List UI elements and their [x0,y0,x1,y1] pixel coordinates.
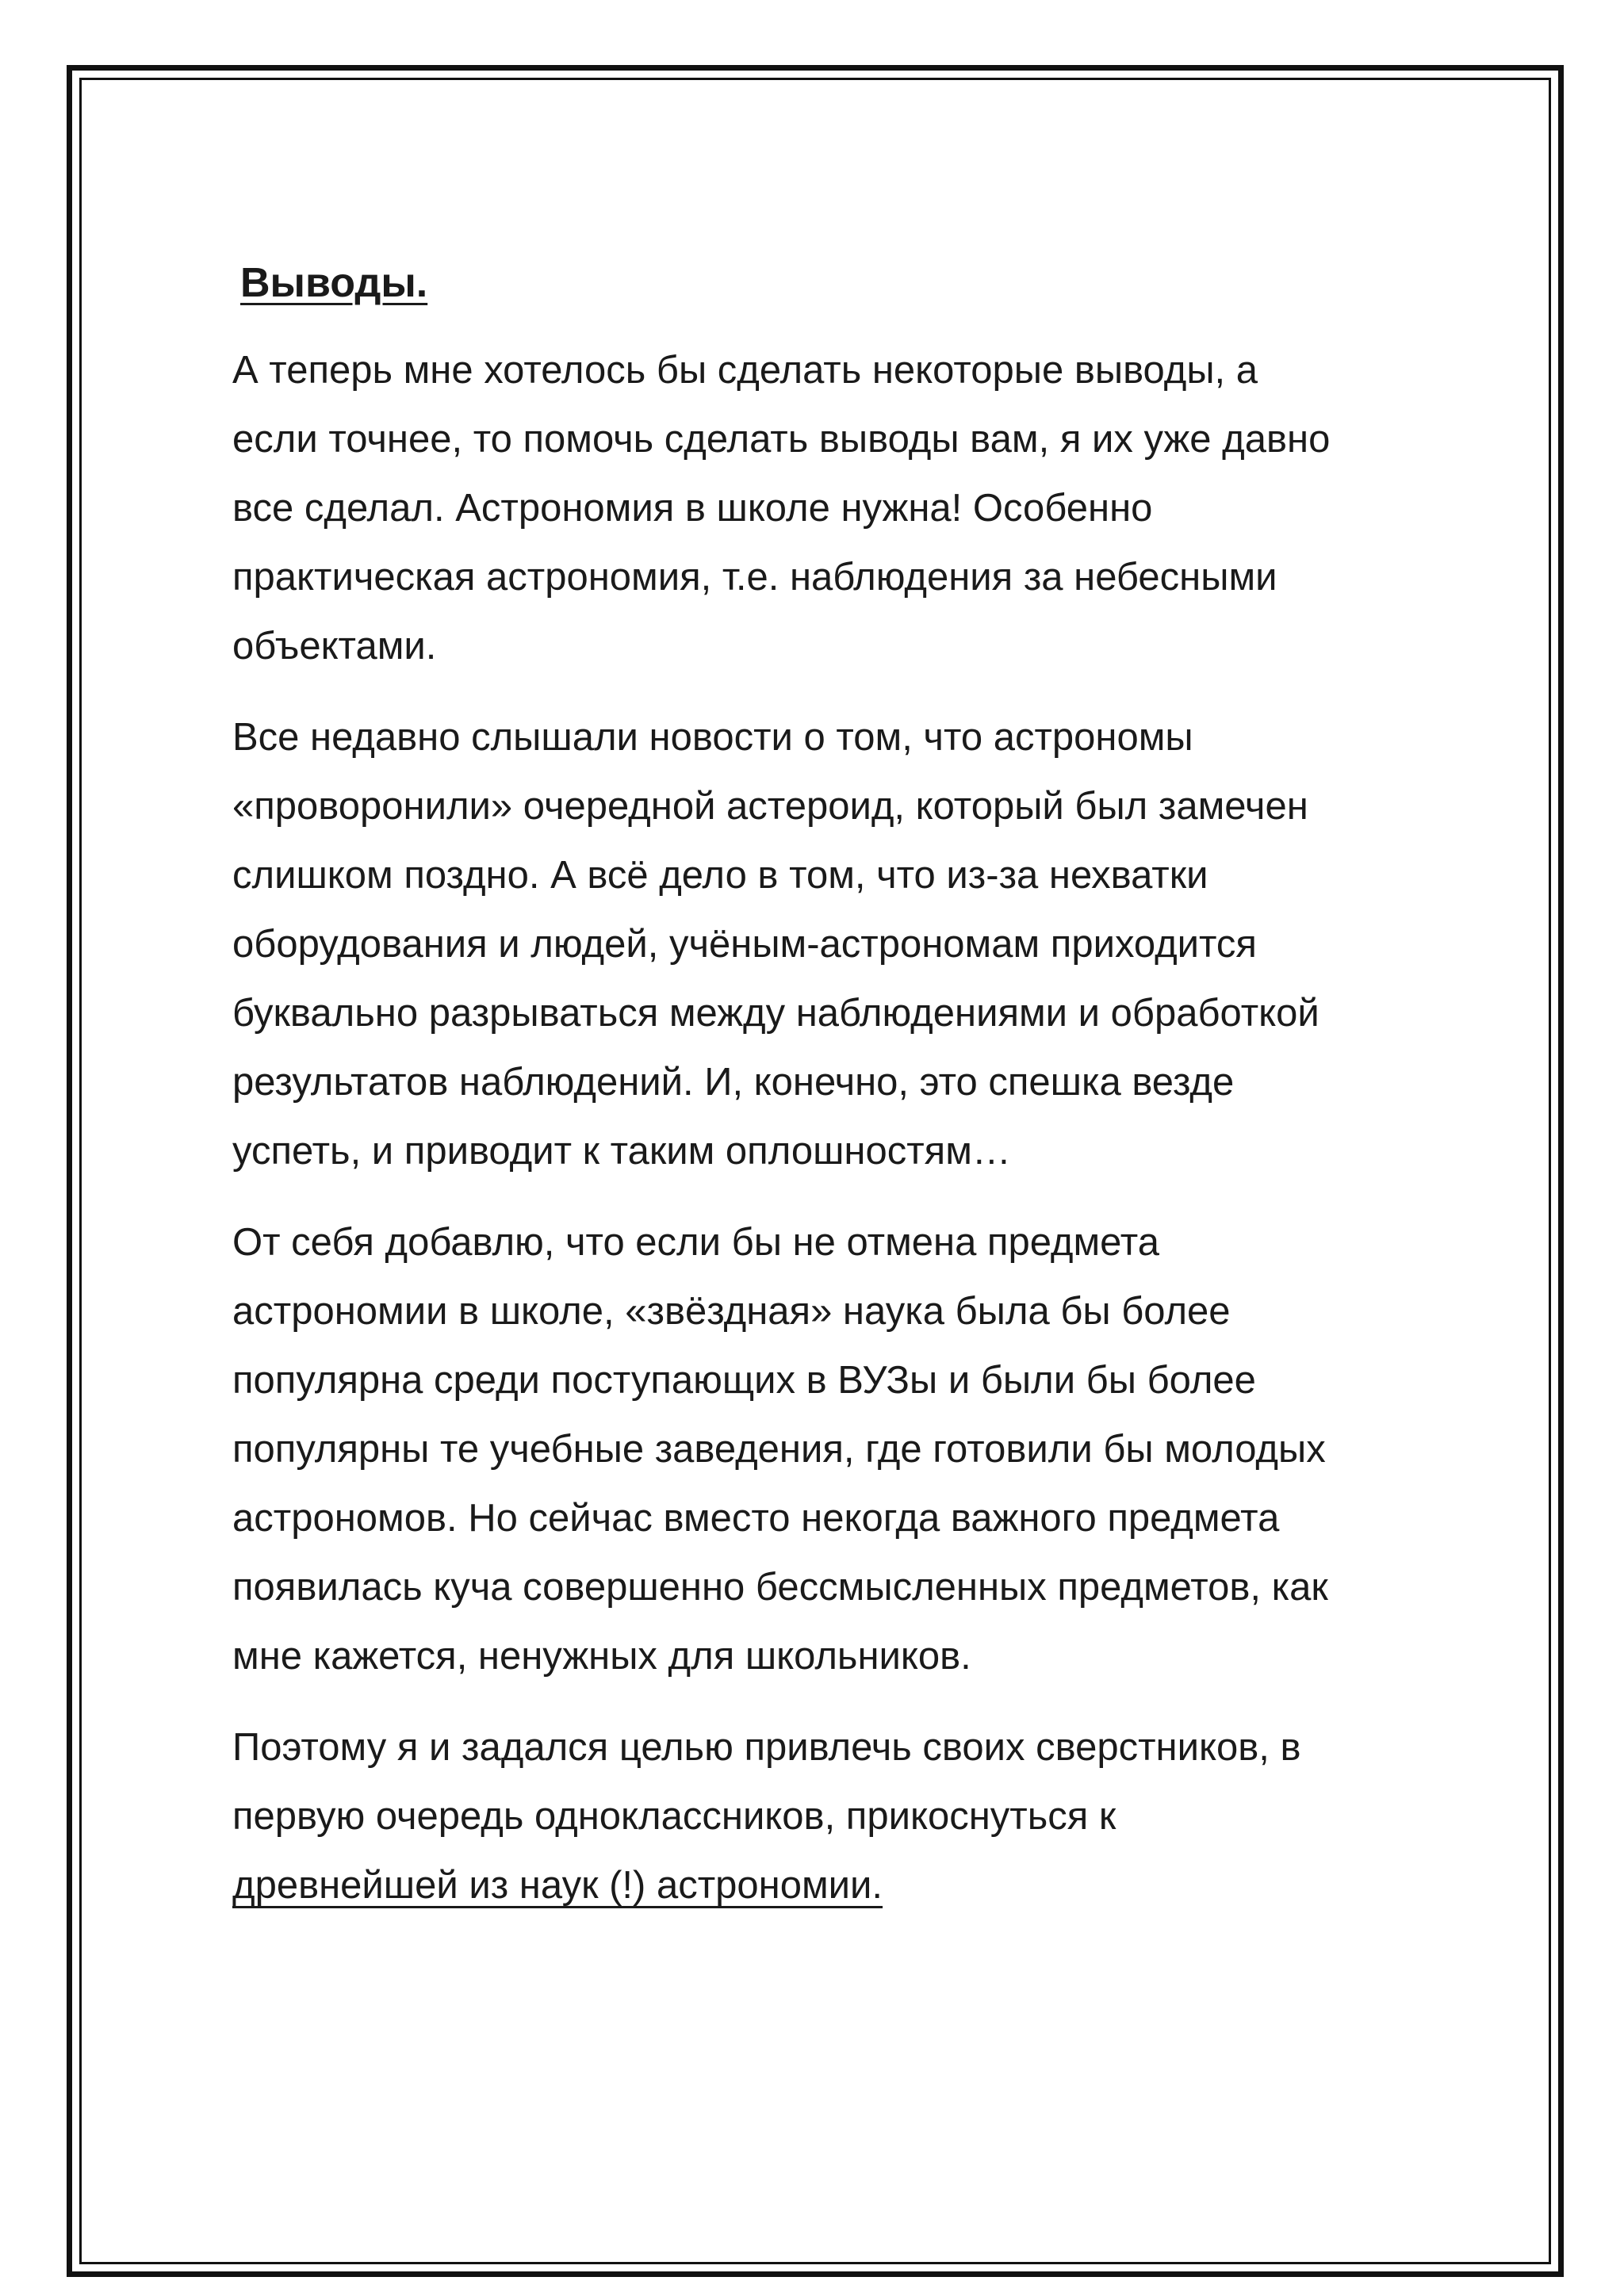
paragraph-4 [232,1713,1533,1920]
paragraph-3: От себя добавлю, что если бы не отмена предмета астрономии в школе, «звёздная» наука была бы более популярна среди поступающих в ВУЗы и были бы более популярны те учебные заведения, где готовили бы молодых астрономов. Но сейчас вместо некогда важного предмета появилась куча совершенно бессмысленных предметов, как мне кажется, ненужных для школьников. [232,1221,1328,1678]
paragraph-4-text: Поэтому я и задался целью привлечь своих сверстников, в первую очередь одноклассников, прикоснуться к [232,1726,1301,1839]
underlined-closing-phrase: древнейшей из наук (!) астрономии. [232,1864,883,1908]
paragraph-2: Все недавно слышали новости о том, что астрономы «проворонили» очередной астероид, который был замечен слишком поздно. А всё дело в том, что из-за нехватки оборудования и людей, учёным-астрономам приходится буквально разрываться между наблюдениями и обработкой результатов наблюдений. И, конечно, это спешка везде успеть, и приводит к таким оплошностям… [232,716,1320,1173]
paragraph-1: А теперь мне хотелось бы сделать некоторые выводы, а если точнее, то помочь сделать выводы вам, я их уже давно все сделал. Астрономия в школе нужна! Особенно практическая астрономия, т.е. наблюдения за небесными объектами. [232,349,1331,668]
document-body [232,258,1533,1942]
section-heading: Выводы. [240,260,428,306]
